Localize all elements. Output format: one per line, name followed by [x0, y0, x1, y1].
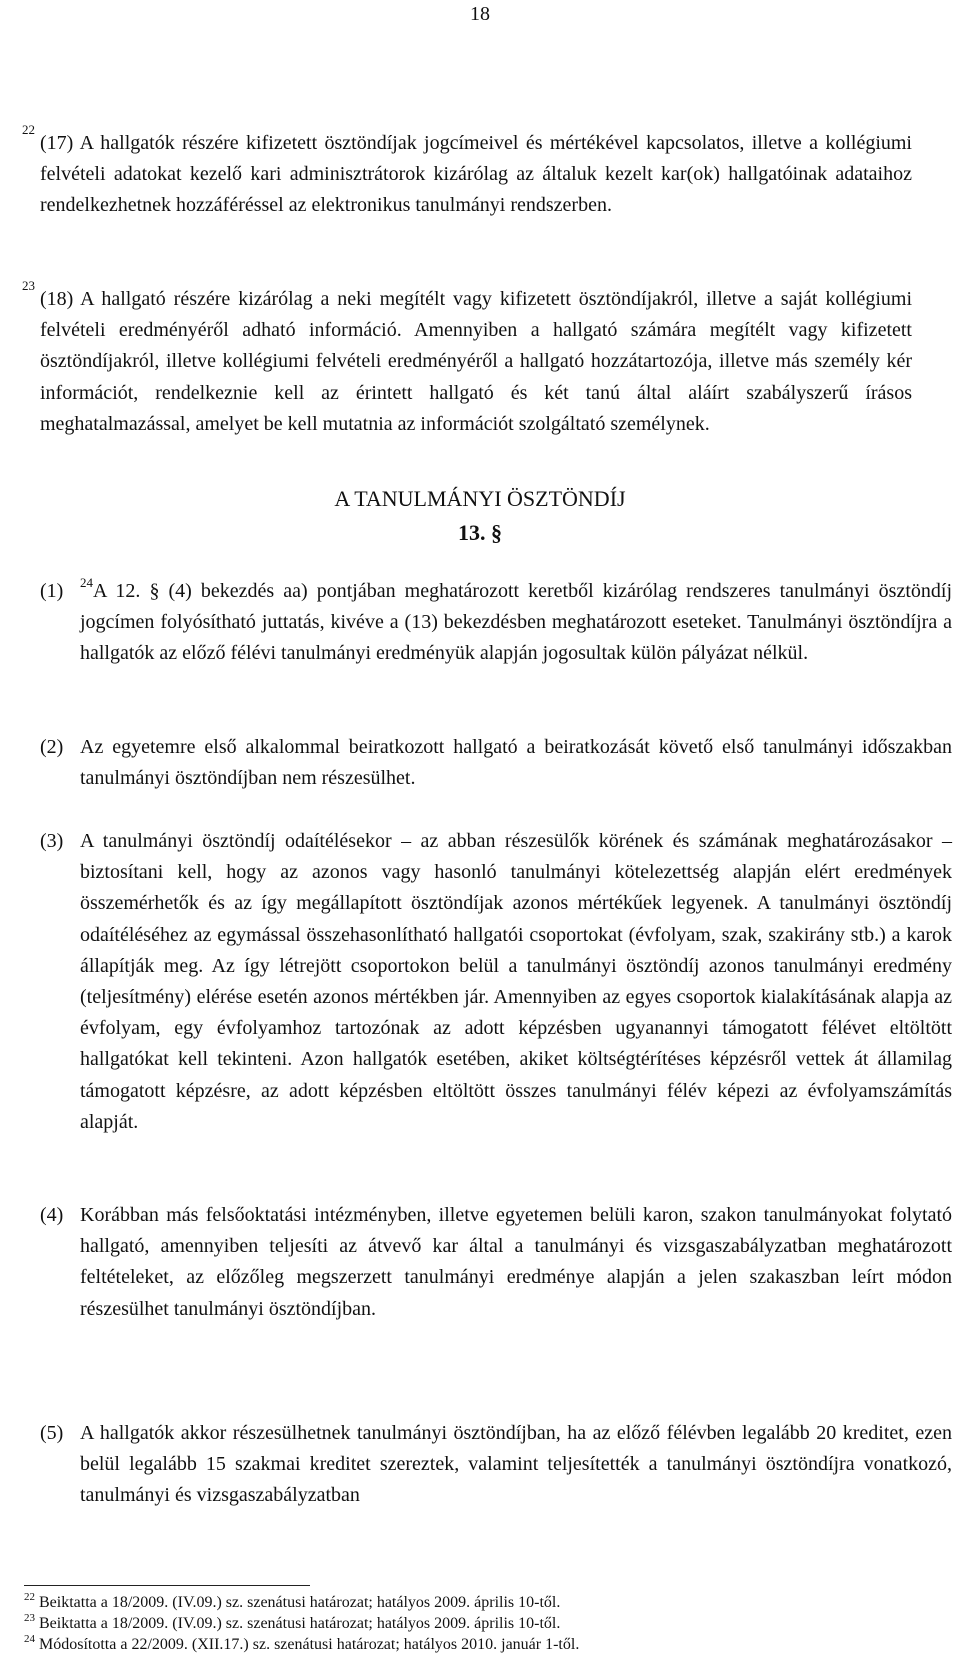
item-number: (1) [40, 580, 64, 602]
item-text: A 12. § (4) bekezdés aa) pontjában meghatározott keretből kizárólag rendszeres tanulmányi ösztöndíj jogcímen folyósítható juttatás, kivéve a (13) bekezdésben meghatározott eseteket. Tanulmányi ösztöndíjra a hallgatók az előző félévi tanulmányi eredményük alapján jogosultak külön pályázat nélkül. [80, 580, 952, 665]
item-number: (5) [40, 1422, 64, 1444]
footnote-separator [24, 1585, 310, 1586]
footnote-22 [24, 1592, 924, 1614]
item-text: A hallgatók akkor részesülhetnek tanulmányi ösztöndíjban, ha az előző félévben legalább 20 kreditet, ezen belül legalább 15 szakmai kreditet szereztek, valamint teljesítették a tanulmányi ösztöndíjra vonatkozó, tanulmányi és vizsgaszabályzatban [80, 1422, 952, 1507]
item-1 [40, 576, 952, 670]
footnote-ref-24[interactable]: 24 [80, 575, 93, 591]
footnote-text: Beiktatta a 18/2009. (IV.09.) sz. szenátusi határozat; hatályos 2009. április 10-től. [39, 1594, 561, 1611]
footnote-text: Beiktatta a 18/2009. (IV.09.) sz. szenátusi határozat; hatályos 2009. április 10-től. [39, 1615, 561, 1632]
footnote-number: 22 [24, 1590, 35, 1603]
item-number: (3) [40, 830, 64, 852]
item-number: (4) [40, 1204, 64, 1226]
footnote-number: 23 [24, 1611, 35, 1624]
footnote-23 [24, 1613, 924, 1635]
item-5 [40, 1418, 952, 1512]
item-text: Az egyetemre első alkalommal beiratkozott hallgató a beiratkozását követő első tanulmányi időszakban tanulmányi ösztöndíjban nem részesülhet. [80, 736, 952, 790]
paragraph-17-text: (17) A hallgatók részére kifizetett ösztöndíjak jogcímeivel és mértékével kapcsolatos, illetve a kollégiumi felvételi adatokat kezelő kari adminisztrátorok kizárólag az általuk kezelt kar(ok) hallgatóinak adataihoz rendelkezhetnek hozzáféréssel az elektronikus tanulmányi rendszerben. [40, 132, 912, 217]
paragraph-17: 22 (17) A hallgatók részére kifizetett ösztöndíjak jogcímeivel és mértékével kapcsolatos, illetve a kollégiumi felvételi adatokat kezelő kari adminisztrátorok kizárólag az általuk kezelt kar(ok) hallgatóinak adataihoz rendelkezhetnek hozzáféréssel az elektronikus tanulmányi rendszerben. [22, 122, 912, 217]
item-number: (2) [40, 736, 64, 758]
item-3 [40, 826, 952, 1138]
item-text: A tanulmányi ösztöndíj odaítélésekor – az abban részesülők körének és számának meghatározásakor – biztosítani kell, hogy az azonos vagy hasonló tanulmányi kötelezettség alapján elért eredmények összemérhetők és az így megállapított ösztöndíjak azonos mértékűek legyenek. A tanulmányi ösztöndíj odaítéléséhez az egymással összehasonlítható hallgatói csoportokat (évfolyam, szak, szakirány stb.) a karok állapítják meg. Az így létrejött csoportokon belül a tanulmányi ösztöndíj azonos tanulmányi eredmény (teljesítmény) elérése esetén azonos mértékben jár. Amennyiben az egyes csoportok kialakításának alapja az évfolyam, egy évfolyamhoz tartozónak az adott képzésben ugyanannyi támogatott félévet eltöltött hallgatókat kell tekinteni. Azon hallgatók esetében, akiket költségtérítéses képzésről vettek át államilag támogatott képzésre, az adott képzésben eltöltött összes tanulmányi félév képezi az évfolyamszámítás alapját. [80, 830, 952, 1133]
paragraph-18: 23 (18) A hallgató részére kizárólag a neki megítélt vagy kifizetett ösztöndíjakról, illetve a saját kollégiumi felvételi eredményéről adható információ. Amennyiben a hallgató számára megítélt vagy kifizetett ösztöndíjakról, illetve kollégiumi felvételi eredményéről a hallgató hozzátartozója, illetve más személy kér információt, rendelkeznie kell az érintett hallgató és két tanú által aláírt szabályszerű írásos meghatalmazással, amelyet be kell mutatnia az információt szolgáltató személynek. [22, 278, 912, 435]
footnote-24 [24, 1634, 924, 1656]
section-number: 13. § [458, 520, 502, 545]
item-4 [40, 1200, 952, 1325]
footnote-number: 24 [24, 1632, 35, 1645]
paragraph-18-text: (18) A hallgató részére kizárólag a neki megítélt vagy kifizetett ösztöndíjakról, illetve a saját kollégiumi felvételi eredményéről adható információ. Amennyiben a hallgató számára megítélt vagy kifizetett ösztöndíjakról, illetve kollégiumi felvételi eredményéről a hallgató hozzátartozója, illetve más személy kér információt, rendelkeznie kell az érintett hallgató és két tanú által aláírt szabályszerű írásos meghatalmazással, amelyet be kell mutatnia az információt szolgáltató személynek. [40, 288, 912, 435]
footnote-text: Módosította a 22/2009. (XII.17.) sz. szenátusi határozat; hatályos 2010. január 1-től. [39, 1636, 580, 1653]
page-number: 18 [470, 3, 490, 25]
item-text: Korábban más felsőoktatási intézményben, illetve egyetemen belüli karon, szakon tanulmányokat folytató hallgató, amennyiben teljesíti az átvevő kar által a tanulmányi és vizsgaszabályzatban meghatározott feltételeket, az előzőleg megszerzett tanulmányi eredménye alapján a jelen szakaszban leírt módon részesülhet tanulmányi ösztöndíjban. [80, 1204, 952, 1320]
item-2 [40, 732, 952, 794]
section-title: A TANULMÁNYI ÖSZTÖNDÍJ [334, 486, 626, 511]
